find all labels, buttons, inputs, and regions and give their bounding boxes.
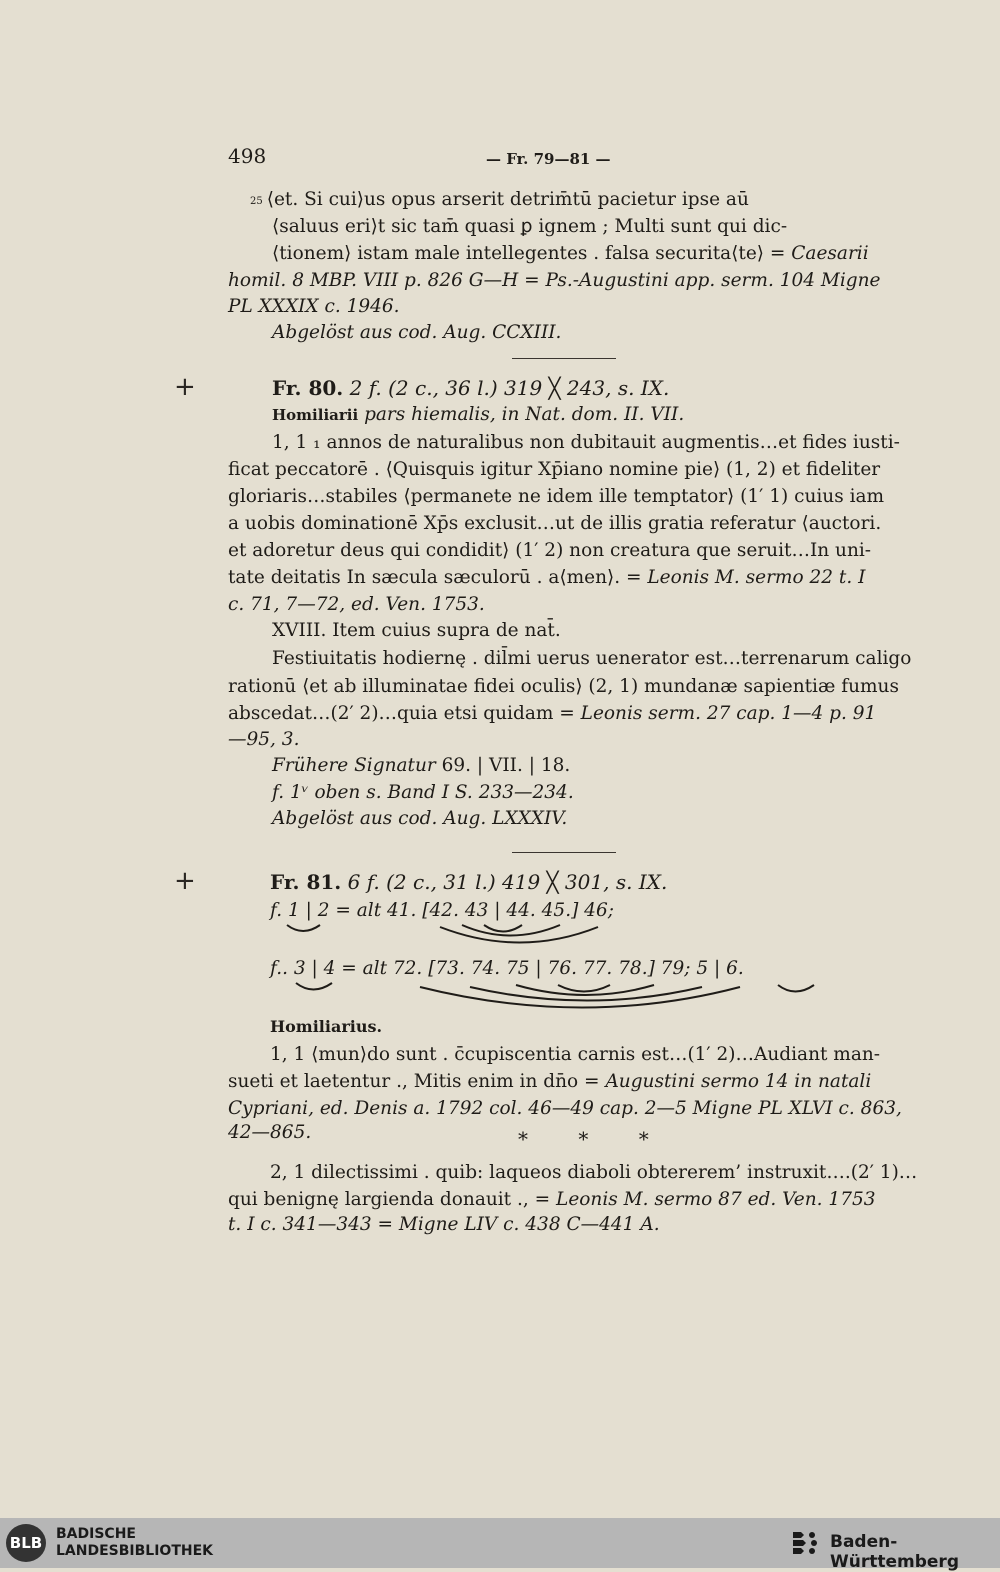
fr80-cross-mark: + [174, 372, 196, 402]
page-number: 498 [228, 144, 267, 168]
fr80-body2-line-4: —95, 3. [228, 729, 300, 750]
fr80-body-line-1: 1, 1 ₁ annos de naturalibus non dubitauit augmentis…et fides iusti- [272, 432, 900, 453]
fr80-body-line-3: gloriaris…stabiles ⟨permanete ne idem ille temptator⟩ (1′ 1) cuius iam [228, 486, 885, 507]
fr80-heading: Fr. 80. 2 f. (2 c., 36 l.) 319 ╳ 243, s. IX. [272, 376, 670, 400]
collation-arc [484, 925, 522, 932]
fr81-body-line-2: sueti et laetentur ., Mitis enim in dn̄o = Augustini sermo 14 in natali [228, 1071, 872, 1092]
fr80-signatur: Frühere Signatur 69. | VII. | 18. [272, 755, 571, 776]
fr80-body2-line-3: abscedat…(2′ 2)…quia etsi quidam = Leonis serm. 27 cap. 1—4 p. 91 [228, 703, 877, 724]
fr80-body-line-7: c. 71, 7—72, ed. Ven. 1753. [228, 594, 485, 615]
fr80-body2-line-1: Festiuitatis hodiernę . dil̄mi uerus uenerator est…terrenarum caligo [272, 648, 912, 669]
asterism: * * * [518, 1127, 671, 1151]
fr80-body-line-5: et adoretur deus qui condidit⟩ (1′ 2) non creatura que seruit…In uni- [228, 540, 872, 561]
fr81-ref-line-2: 42—865. [228, 1122, 312, 1143]
fr81-collation-1: f. 1 | 2 = alt 41. [42. 43 | 44. 45.] 46; [270, 900, 614, 921]
fr81-body2-line-2: qui benignę largienda donauit ., = Leonis M. sermo 87 ed. Ven. 1753 [228, 1189, 876, 1210]
state-name[interactable]: Baden-Württemberg [830, 1532, 959, 1572]
fr81-ref-line-1: Cypriani, ed. Denis a. 1792 col. 46—49 cap. 2—5 Migne PL XLVI c. 863, [228, 1098, 902, 1119]
fr81-cross-mark: + [174, 866, 196, 896]
line-number: 25 [250, 196, 263, 207]
collation-arc [778, 985, 814, 992]
fr81-body2-line-1: 2, 1 dilectissimi . quib: laqueos diaboli obtererem’ instruxit….(2′ 1)… [270, 1162, 918, 1183]
state-lions-icon [790, 1528, 820, 1558]
fr81-last-line: t. I c. 341—343 = Migne LIV c. 438 C—441 A. [228, 1214, 660, 1235]
collation-arc [516, 985, 654, 995]
fr79-ref-line-1: homil. 8 MBP. VIII p. 826 G—H = Ps.-Augustini app. serm. 104 Migne [228, 270, 881, 291]
fr80-body-line-6: tate deitatis In sæcula sæculorū . a⟨men⟩. = Leonis M. sermo 22 t. I [228, 567, 866, 588]
fr80-body-line-2: ficat peccatorē . ⟨Quisquis igitur Xp̄iano nomine pie⟩ (1, 2) et fideliter [228, 459, 881, 480]
fr79-ref-line-2: PL XXXIX c. 1946. [228, 296, 400, 317]
fr81-body-line-1: 1, 1 ⟨mun⟩do sunt . c̄cupiscentia carnis est…(1′ 2)…Audiant man- [270, 1044, 881, 1065]
collation-arc [296, 983, 332, 990]
fr80-body-line-4: a uobis dominationē Xp̄s exclusit…ut de illis gratia referatur ⟨auctori. [228, 513, 882, 534]
collation-arc [287, 925, 320, 931]
fr80-band-ref: f. 1ᵛ oben s. Band I S. 233—234. [272, 782, 574, 803]
fr79-detached-note: Abgelöst aus cod. Aug. CCXIII. [272, 322, 562, 343]
fr81-heading: Fr. 81. 6 f. (2 c., 31 l.) 419 ╳ 301, s. IX. [270, 870, 668, 894]
fr81-collation-2: f.. 3 | 4 = alt 72. [73. 74. 75 | 76. 77. 78.] 79; 5 | 6. [270, 958, 744, 979]
fr79-line-1: 25 ⟨et. Si cui⟩us opus arserit detrim̄tū pacietur ipse aū [250, 189, 749, 210]
fr80-body2-line-2: rationū ⟨et ab illuminatae fidei oculis⟩ (2, 1) mundanæ sapientiæ fumus [228, 676, 899, 697]
fr79-line-2: ⟨saluus eri⟩t sic tam̄ quasi ꝑ ignem ; Multi sunt qui dic- [272, 216, 788, 237]
collation-arc [558, 985, 610, 992]
fr80-subtitle: Homiliarii pars hiemalis, in Nat. dom. II. VII. [272, 404, 685, 425]
library-name[interactable]: BADISCHE LANDESBIBLIOTHEK [56, 1526, 214, 1559]
collation-arc [470, 987, 702, 1001]
fr80-detached-note: Abgelöst aus cod. Aug. LXXXIV. [272, 808, 568, 829]
fr81-section-heading: Homiliarius. [270, 1017, 383, 1036]
blb-logo[interactable]: BLB [6, 1524, 46, 1562]
fr79-line-3: ⟨tionem⟩ istam male intellegentes . falsa securita⟨te⟩ = Caesarii [272, 243, 869, 264]
footer-banner [0, 1518, 1000, 1572]
running-head: — Fr. 79—81 — [486, 150, 611, 168]
fr80-item-title: XVIII. Item cuius supra de nat̄. [272, 620, 561, 641]
